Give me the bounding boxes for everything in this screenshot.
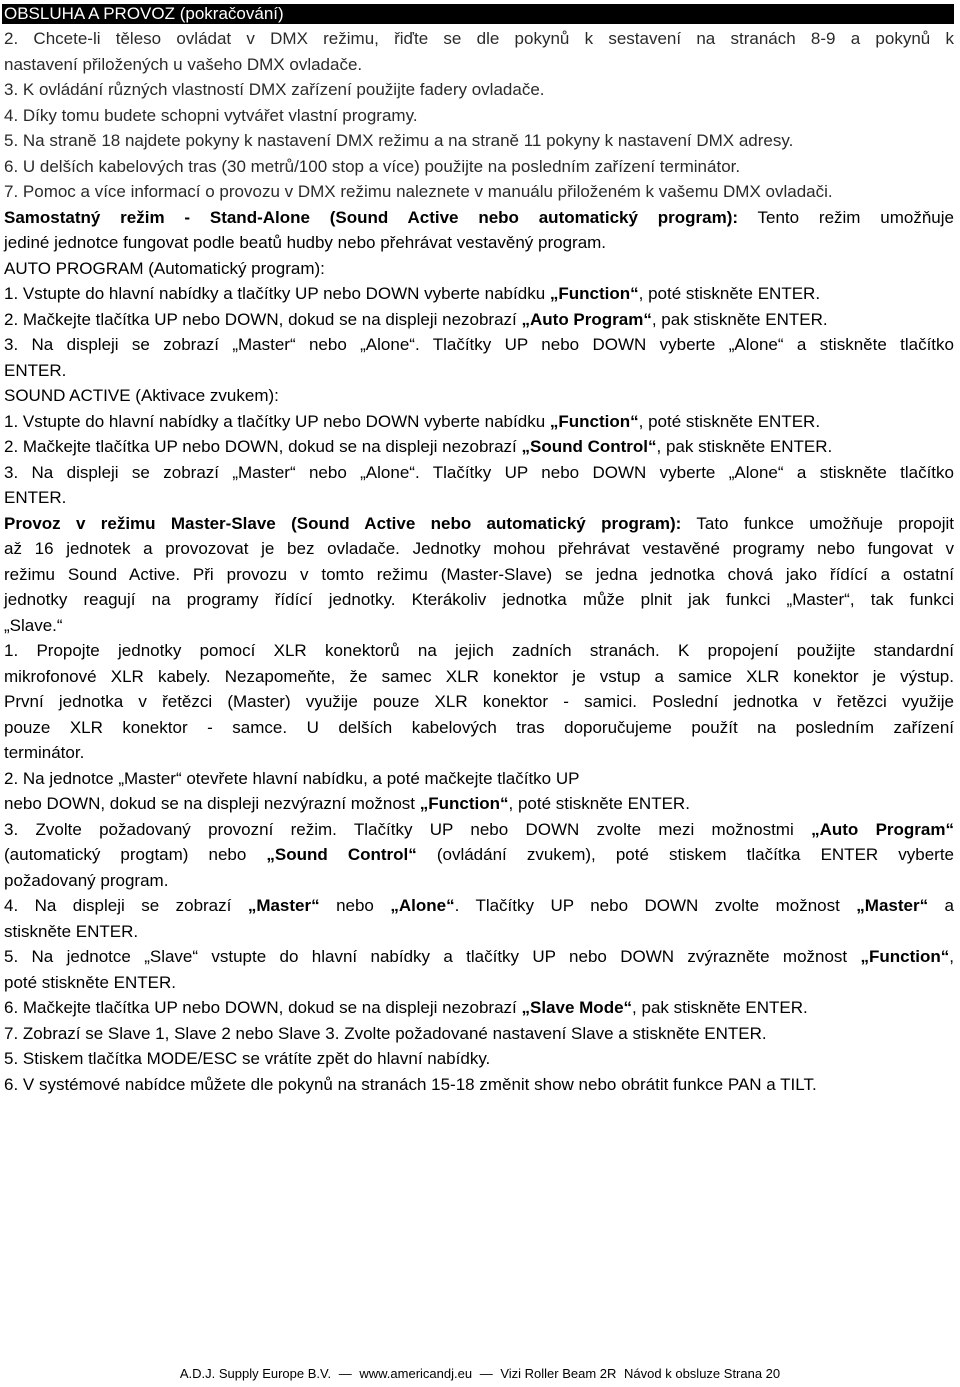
footer-separator: — xyxy=(338,1366,352,1381)
ms-step-5-bold: „Function“ xyxy=(860,947,950,966)
master-slave-title: Provoz v režimu Master-Slave (Sound Active nebo automatický program): xyxy=(4,513,682,533)
sound-step-1-text: 1. Vstupte do hlavní nabídky a tlačítky UP nebo DOWN vyberte nabídku xyxy=(4,411,550,431)
ms-step-4-mid: nebo xyxy=(319,896,391,915)
master-slave-intro-3: režimu Sound Active. Při provozu v tomto režimu (Master-Slave) se jedna jednotka chová jako řídící a ostatní xyxy=(4,564,954,584)
ms-step-5-end: , xyxy=(949,947,954,966)
auto-step-2-text: 2. Mačkejte tlačítka UP nebo DOWN, dokud se na displeji nezobrazí xyxy=(4,309,522,329)
auto-step-1-end: , poté stiskněte ENTER. xyxy=(638,284,821,303)
dmx-step-2: 2. Chcete-li těleso ovládat v DMX režimu, řiďte se dle pokynů k sestavení na stranách 8-9 a pokynů k xyxy=(4,29,954,48)
auto-step-2 xyxy=(4,307,954,333)
dmx-step-6: 6. U delších kabelových tras (30 metrů/100 stop a více) použijte na posledním zařízení terminátor. xyxy=(4,156,741,176)
ms-step-9: 6. V systémové nabídce můžete dle pokynů na stranách 15-18 změnit show nebo obrátit funkce PAN a TILT. xyxy=(4,1074,817,1094)
ms-step-3-b xyxy=(4,842,954,868)
dmx-step-3: 3. K ovládání různých vlastností DMX zařízení použijte fadery ovladače. xyxy=(4,80,545,99)
ms-step-4-mid-2: . Tlačítky UP nebo DOWN zvolte možnost xyxy=(454,896,857,915)
ms-step-2: 2. Na jednotce „Master“ otevřete hlavní nabídku, a poté mačkejte tlačítko UP xyxy=(4,768,580,788)
ms-step-3-b-bold: „Sound Control“ xyxy=(266,845,417,864)
standalone-text-cont: jediné jednotce fungovat podle beatů hudby nebo přehrávat vestavěný program. xyxy=(4,233,607,252)
ms-step-3-bold: „Auto Program“ xyxy=(811,819,954,839)
ms-step-4-bold-1: „Master“ xyxy=(247,896,320,915)
ms-step-6 xyxy=(4,995,954,1021)
ms-step-6-bold: „Slave Mode“ xyxy=(521,998,633,1017)
sound-step-2-bold: „Sound Control“ xyxy=(521,437,657,456)
ms-step-7: 7. Zobrazí se Slave 1, Slave 2 nebo Slave 3. Zvolte požadované nastavení Slave a stiskněte ENTER. xyxy=(4,1023,767,1043)
ms-step-2-end: , poté stiskněte ENTER. xyxy=(508,794,690,813)
standalone-title: Samostatný režim - Stand-Alone (Sound Active nebo automatický program): xyxy=(4,207,739,227)
footer-separator: — xyxy=(479,1366,493,1381)
dmx-step-2-cont: nastavení přiložených u vašeho DMX ovladače. xyxy=(4,54,363,74)
ms-step-3-b-text: (automatický progtam) nebo xyxy=(4,845,267,864)
sound-active-section xyxy=(4,383,954,511)
ms-step-4 xyxy=(4,893,954,919)
auto-step-3: 3. Na displeji se zobrazí „Master“ nebo „Alone“. Tlačítky UP nebo DOWN vyberte „Alone“ a stiskněte tlačítko xyxy=(4,335,954,354)
master-slave-intro-text: Tato funkce umožňuje propojit xyxy=(681,513,954,533)
auto-step-3-cont: ENTER. xyxy=(4,360,67,380)
section-header: OBSLUHA A PROVOZ (pokračování) xyxy=(2,4,954,24)
footer-company: A.D.J. Supply Europe B.V. xyxy=(179,1366,332,1381)
ms-step-8: 5. Stiskem tlačítka MODE/ESC se vrátíte zpět do hlavní nabídky. xyxy=(4,1049,491,1068)
dmx-step-4: 4. Díky tomu budete schopni vytvářet vlastní programy. xyxy=(4,105,418,125)
ms-step-6-text: 6. Mačkejte tlačítka UP nebo DOWN, dokud se na displeji nezobrazí xyxy=(4,998,522,1017)
document-page xyxy=(4,4,954,1097)
ms-step-5-text: 5. Na jednotce „Slave“ vstupte do hlavní nabídky a tlačítky UP nebo DOWN zvýrazněte možnost xyxy=(4,947,861,966)
ms-step-4-end: a xyxy=(928,896,954,915)
sound-step-1 xyxy=(4,409,954,435)
ms-step-1-c: První jednotka v řetězci (Master) využije pouze XLR konektor - samici. Poslední jednotka v řetězci využije xyxy=(4,692,954,711)
ms-step-2-text: nebo DOWN, dokud se na displeji nezvýrazní možnost xyxy=(4,794,420,813)
sound-step-1-bold: „Function“ xyxy=(549,411,639,431)
sound-step-1-end: , poté stiskněte ENTER. xyxy=(638,411,821,431)
dmx-step-7: 7. Pomoc a více informací o provozu v DMX režimu naleznete v manuálu přiloženém k vašemu DMX ovladači. xyxy=(4,182,833,201)
auto-step-1-text: 1. Vstupte do hlavní nabídky a tlačítky UP nebo DOWN vyberte nabídku xyxy=(4,284,550,303)
auto-program-section xyxy=(4,256,954,384)
ms-step-1-e: terminátor. xyxy=(4,743,85,762)
ms-step-4-bold-3: „Master“ xyxy=(856,896,929,915)
ms-step-2-bold: „Function“ xyxy=(419,794,509,813)
standalone-text: Tento režim umožňuje xyxy=(738,207,954,227)
sound-step-3: 3. Na displeji se zobrazí „Master“ nebo „Alone“. Tlačítky UP nebo DOWN vyberte „Alone“ a stiskněte tlačítko xyxy=(4,462,954,482)
sound-step-3-cont: ENTER. xyxy=(4,488,67,507)
ms-step-1: 1. Propojte jednotky pomocí XLR konektorů na jejich zadních stranách. K propojení použijte standardní xyxy=(4,641,954,660)
standalone-intro xyxy=(4,205,954,231)
auto-step-2-bold: „Auto Program“ xyxy=(521,309,652,329)
ms-step-1-b: mikrofonové XLR kabely. Nezapomeňte, že samec XLR konektor je vstup a samice XLR konektor je výstup. xyxy=(4,666,954,686)
ms-step-3-b-end: (ovládání zvukem), poté stiskem tlačítka ENTER vyberte xyxy=(416,845,954,864)
ms-step-3-text: 3. Zvolte požadovaný provozní režim. Tlačítky UP nebo DOWN zvolte mezi možnostmi xyxy=(4,819,812,839)
ms-step-5 xyxy=(4,944,954,970)
page-footer xyxy=(0,1366,960,1382)
auto-step-1-bold: „Function“ xyxy=(549,284,639,303)
ms-step-4-b: stiskněte ENTER. xyxy=(4,921,139,941)
footer-website: www.americandj.eu xyxy=(359,1366,473,1381)
footer-product: Vizi Roller Beam 2R xyxy=(500,1366,617,1381)
ms-step-2-b xyxy=(4,791,954,817)
auto-step-2-end: , pak stiskněte ENTER. xyxy=(651,309,828,329)
dmx-step-5: 5. Na straně 18 najdete pokyny k nastavení DMX režimu a na straně 11 pokyny k nastavení DMX adresy. xyxy=(4,131,794,150)
ms-step-4-text: 4. Na displeji se zobrazí xyxy=(4,896,248,915)
ms-step-5-b: poté stiskněte ENTER. xyxy=(4,972,176,992)
master-slave-intro-5: „Slave.“ xyxy=(4,615,63,635)
ms-step-4-bold-2: „Alone“ xyxy=(390,896,455,915)
footer-page-info: Návod k obsluze Strana 20 xyxy=(624,1366,781,1381)
ms-step-6-end: , pak stiskněte ENTER. xyxy=(632,998,808,1017)
sound-step-2-text: 2. Mačkejte tlačítka UP nebo DOWN, dokud se na displeji nezobrazí xyxy=(4,437,522,456)
master-slave-intro-2: až 16 jednotek a provozovat je bez ovladače. Jednotky mohou přehrávat vestavěné programy nebo fungovat v xyxy=(4,539,954,558)
auto-program-heading: AUTO PROGRAM (Automatický program): xyxy=(4,258,325,278)
master-slave-section xyxy=(4,511,954,1098)
master-slave-intro xyxy=(4,511,954,537)
standalone-section xyxy=(4,205,954,256)
master-slave-intro-4: jednotky reagují na programy řídící jednotky. Kterákoliv jednotka může plnit jak funkci „Master“, tak funkci xyxy=(4,590,954,609)
dmx-section xyxy=(4,26,954,205)
sound-step-2-end: , pak stiskněte ENTER. xyxy=(656,437,833,456)
sound-step-2 xyxy=(4,434,954,460)
ms-step-3-c: požadovaný program. xyxy=(4,870,169,890)
ms-step-1-d: pouze XLR konektor - samce. U delších kabelových tras doporučujeme použít na posledním zařízení xyxy=(4,717,954,737)
sound-active-heading: SOUND ACTIVE (Aktivace zvukem): xyxy=(4,386,279,405)
auto-step-1 xyxy=(4,281,954,307)
ms-step-3 xyxy=(4,817,954,843)
